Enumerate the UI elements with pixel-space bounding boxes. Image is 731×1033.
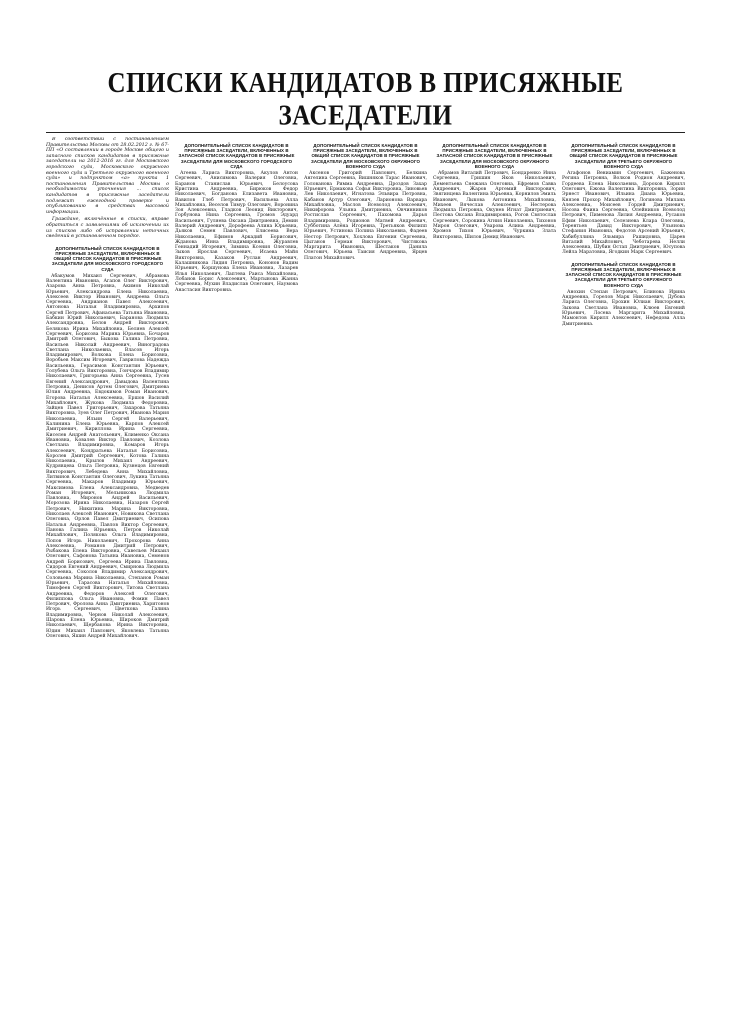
column-3 — [304, 137, 427, 1033]
section-heading: ДОПОЛНИТЕЛЬНЫЙ СПИСОК КАНДИДАТОВ В ПРИСЯЖНЫЕ ЗАСЕДАТЕЛИ, ВКЛЮЧЕННЫХ В ОБЩИЙ СПИСОК КАНДИДАТОВ В ПРИСЯЖНЫЕ ЗАСЕДАТЕЛИ ДЛЯ ТРЕТЬЕГО ОКРУЖНОГО ВОЕННОГО СУДА — [569, 143, 678, 169]
page-title: СПИСКИ КАНДИДАТОВ В ПРИСЯЖНЫЕ ЗАСЕДАТЕЛИ — [107, 68, 624, 132]
column-4 — [433, 137, 556, 1033]
column-2 — [175, 137, 298, 1033]
section-heading: ДОПОЛНИТЕЛЬНЫЙ СПИСОК КАНДИДАТОВ В ПРИСЯЖНЫЕ ЗАСЕДАТЕЛИ, ВКЛЮЧЕННЫХ В ЗАПАСНОЙ СПИСОК КАНДИДАТОВ В ПРИСЯЖНЫЕ ЗАСЕДАТЕЛИ ДЛЯ МОСКОВСКОГО ОКРУЖНОГО ВОЕННОГО СУДА — [436, 143, 553, 169]
column-5 — [562, 137, 685, 1033]
candidate-list: Аксенов Григорий Павлович, Белкина Ангелина Сергеевна, Вишняков Тарас Иванович, Голованова Римма Андреевна, Дроздов Захар Юрьевич, Ермакова Софья Викторовна, Зиновьев Лев Николаевич, Игнатова Эльвира Петровна, Кабанов Артур Олегович, Ларионова Варвара Михайловна, Маслов Всеволод Алексеевич, Никифорова Ульяна Дмитриевна, Овчинников Ростислав Сергеевич, Пахомова Дарья Владимировна, Родионов Матвей Андреевич, Субботина Алёна Игоревна, Третьяков Филипп Юрьевич, Устинова Полина Николаевна, Фадеев Нестор Петрович, Хохлова Евгения Сергеевна, Цыганов Герман Викторович, Чистякова Маргарита Ивановна, Шестаков Данила Олегович, Юрьева Таисия Андреевна, Ярцев Платон Михайлович. — [304, 171, 427, 261]
intro-paragraph: В соответствии с постановлением Правительства Москвы от 28.02.2012 г. № 67-ПП «О составлении в городе Москве общего и запасного списков кандидатов в присяжные заседатели на 2012-2016 гг. для Московского городского суда, Московского окружного военного суда и Третьего окружного военного суда» и подпунктом «а» пункта 1 постановления Правительства Москвы о необходимости уточнения ... список кандидатов в присяжные заседатели подлежит ежегодной проверке и опубликованию в средствах массовой информации. — [46, 137, 169, 215]
candidate-list: Агеева Лариса Викторовна, Акулов Антон Сергеевич, Анисимова Валерия Олеговна, Баранов Станислав Юрьевич, Белоусова Кристина Андреевна, Бирюков Федор Николаевич, Богданова Елизавета Ивановна, Вавилов Глеб Петрович, Васильева Алла Михайловна, Веселов Тимур Олегович, Воронина Зоя Алексеевна, Гладков Леонид Викторович, Горбунова Нина Сергеевна, Громов Эдуард Васильевич, Гуляева Оксана Дмитриевна, Демин Валерий Андреевич, Дорофеева Алина Юрьевна, Дьяков Семен Павлович, Елисеева Вера Николаевна, Ефимов Аркадий Борисович, Жданова Инна Владимировна, Журавлев Геннадий Игоревич, Зимина Ксения Олеговна, Зыков Ярослав Сергеевич, Исаева Майя Викторовна, Казаков Руслан Андреевич, Калашникова Лидия Петровна, Кононов Вадим Юрьевич, Коршунова Елена Ивановна, Лазарев Илья Николаевич, Лаптева Раиса Михайловна, Лобанов Борис Алексеевич, Мартынова Жанна Сергеевна, Мухин Владислав Олегович, Наумова Анастасия Викторовна. — [175, 171, 298, 293]
section-heading: ДОПОЛНИТЕЛЬНЫЙ СПИСОК КАНДИДАТОВ В ПРИСЯЖНЫЕ ЗАСЕДАТЕЛИ, ВКЛЮЧЕННЫХ В ЗАПАСНОЙ СПИСОК КАНДИДАТОВ В ПРИСЯЖНЫЕ ЗАСЕДАТЕЛИ ДЛЯ МОСКОВСКОГО ГОРОДСКОГО СУДА — [178, 143, 295, 169]
candidate-list: Абакумов Михаил Сергеевич, Абрамова Валентина Ивановна, Агапов Олег Викторович, Азарова Анна Петровна, Акимов Николай Юрьевич, Александрова Елена Николаевна, Алексеев Виктор Иванович, Андреева Ольга Сергеевна, Андрианов Павел Алексеевич, Антонова Наталья Владимировна, Архипов Сергей Петрович, Афанасьева Татьяна Ивановна, Бабкин Юрий Николаевич, Баранова Людмила Александровна, Белов Андрей Викторович, Белякова Ирина Михайловна, Беляев Алексей Сергеевич, Борисова Марина Юрьевна, Бочаров Дмитрий Олегович, Быкова Галина Петровна, Васильев Николай Андреевич, Виноградова Светлана Николаевна, Власов Игорь Владимирович, Волкова Елена Борисовна, Воробьев Максим Игоревич, Гаврилова Надежда Васильевна, Герасимов Константин Юрьевич, Голубева Ольга Викторовна, Гончаров Владимир Николаевич, Григорьева Анна Сергеевна, Гусев Евгений Александрович, Давыдова Валентина Петровна, Денисов Артем Олегович, Дмитриева Юлия Андреевна, Евдокимов Роман Иванович, Егорова Наталья Алексеевна, Ершов Василий Михайлович, Жукова Людмила Федоровна, Зайцев Павел Григорьевич, Захарова Татьяна Викторовна, Зуев Олег Петрович, Иванова Мария Николаевна, Ильин Сергей Валерьевич, Калинина Елена Юрьевна, Карпов Алексей Дмитриевич, Кириллова Ирина Сергеевна, Киселев Андрей Анатольевич, Клименко Оксана Ивановна, Ковалев Виктор Павлович, Козлова Светлана Владимировна, Комаров Игорь Алексеевич, Кондратьева Наталья Борисовна, Королев Дмитрий Сергеевич, Котова Галина Николаевна, Крылов Михаил Андреевич, Кудрявцева Ольга Петровна, Кузнецов Евгений Викторович, Лебедева Анна Михайловна, Литвинов Константин Олегович, Лукина Татьяна Сергеевна, Макаров Владимир Юрьевич, Максимова Елена Александровна, Медведев Роман Игоревич, Мельникова Людмила Павловна, Миронов Андрей Васильевич, Морозова Ирина Николаевна, Назаров Сергей Петрович, Никитина Марина Викторовна, Николаев Алексей Иванович, Новикова Светлана Олеговна, Орлов Павел Дмитриевич, Осипова Наталья Андреевна, Павлов Виктор Сергеевич, Панова Галина Юрьевна, Петров Николай Михайлович, Полякова Ольга Владимировна, Попов Игорь Николаевич, Прохорова Анна Алексеевна, Романов Дмитрий Петрович, Рыбакова Елена Викторовна, Савельев Михаил Олегович, Сафонова Татьяна Ивановна, Семенов Андрей Борисович, Сергеева Ирина Павловна, Сидоров Евгений Андреевич, Смирнова Людмила Сергеевна, Соколов Владимир Александрович, Соловьева Марина Николаевна, Степанов Роман Юрьевич, Тарасова Наталья Михайловна, Тимофеев Сергей Викторович, Титова Светлана Андреевна, Федоров Алексей Олегович, Филиппова Ольга Ивановна, Фомин Павел Петрович, Фролова Анна Дмитриевна, Харитонов Игорь Сергеевич, Цветкова Галина Владимировна, Чернов Николай Алексеевич, Шарова Елена Юрьевна, Широков Дмитрий Николаевич, Щербакова Ирина Викторовна, Юдин Михаил Павлович, Яковлева Татьяна Олеговна, Яшин Андрей Михайлович. — [46, 273, 169, 639]
column-1 — [46, 137, 169, 1033]
intro-paragraph: Граждане, включённые в списки, вправе обратиться с заявлениями об исключении их из списков либо об исправлении неточных сведений в установленном порядке. — [46, 217, 169, 240]
section-heading: ДОПОЛНИТЕЛЬНЫЙ СПИСОК КАНДИДАТОВ В ПРИСЯЖНЫЕ ЗАСЕДАТЕЛИ, ВКЛЮЧЕННЫХ В ОБЩИЙ СПИСОК КАНДИДАТОВ В ПРИСЯЖНЫЕ ЗАСЕДАТЕЛИ ДЛЯ МОСКОВСКОГО ГОРОДСКОГО СУДА — [51, 245, 164, 272]
candidate-list: Анохин Степан Петрович, Блинова Ирина Андреевна, Горелов Марк Николаевич, Дубова Лариса Олеговна, Ерохин Юлиан Викторович, Зыкова Светлана Ивановна, Клюев Евгений Юрьевич, Лосева Маргарита Михайловна, Мамонтов Кирилл Алексеевич, Нефедова Алла Дмитриевна. — [562, 289, 685, 327]
candidate-list: Агафонов Вениамин Сергеевич, Баженова Регина Петровна, Волков Родион Андреевич, Гордеева Елена Николаевна, Дорохов Кирилл Олегович, Ежова Валентина Викторовна, Зорин Эрнест Иванович, Ильина Диана Юрьевна, Князев Прохор Михайлович, Логинова Милана Алексеевна, Моисеев Гордей Дмитриевич, Носова Фаина Сергеевна, Олейников Всеволод Петрович, Пименова Лилия Андреевна, Русаков Ефим Николаевич, Селезнева Клара Олеговна, Терентьев Давид Викторович, Ульянова Стефания Ивановна, Федотов Арсений Юрьевич, Хабибуллина Эльмира Рашидовна, Царев Виталий Михайлович, Чеботарева Нелли Алексеевна, Шубин Остап Дмитриевич, Юсупова Лейла Маратовна, Ягодкин Марк Сергеевич. — [562, 171, 685, 256]
intro-text — [46, 137, 169, 240]
article-columns — [46, 137, 685, 1033]
section-heading: ДОПОЛНИТЕЛЬНЫЙ СПИСОК КАНДИДАТОВ В ПРИСЯЖНЫЕ ЗАСЕДАТЕЛИ, ВКЛЮЧЕННЫХ В ЗАПАСНОЙ СПИСОК КАНДИДАТОВ В ПРИСЯЖНЫЕ ЗАСЕДАТЕЛИ ДЛЯ ТРЕТЬЕГО ОКРУЖНОГО ВОЕННОГО СУДА — [565, 261, 682, 288]
candidate-list: Абрамов Виталий Петрович, Бондаренко Инна Сергеевна, Гришин Яков Николаевич, Дементьева Снежана Олеговна, Ефремов Савва Андреевич, Жаров Артемий Викторович, Звягинцева Валентина Юрьевна, Корнилов Эмиль Иванович, Лыкова Антонина Михайловна, Михеев Вячеслав Алексеевич, Нестерова Людмила Петровна, Окунев Игнат Дмитриевич, Пестова Оксана Владимировна, Рогов Святослав Сергеевич, Сорокина Агния Николаевна, Тихонов Мирон Олегович, Уварова Алина Андреевна, Хромов Тихон Юрьевич, Чуркина Злата Викторовна, Шилов Демид Иванович. — [433, 171, 556, 240]
section-heading: ДОПОЛНИТЕЛЬНЫЙ СПИСОК КАНДИДАТОВ В ПРИСЯЖНЫЕ ЗАСЕДАТЕЛИ, ВКЛЮЧЕННЫХ В ОБЩИЙ СПИСОК КАНДИДАТОВ В ПРИСЯЖНЫЕ ЗАСЕДАТЕЛИ ДЛЯ МОСКОВСКОГО ОКРУЖНОГО ВОЕННОГО СУДА — [310, 143, 420, 169]
